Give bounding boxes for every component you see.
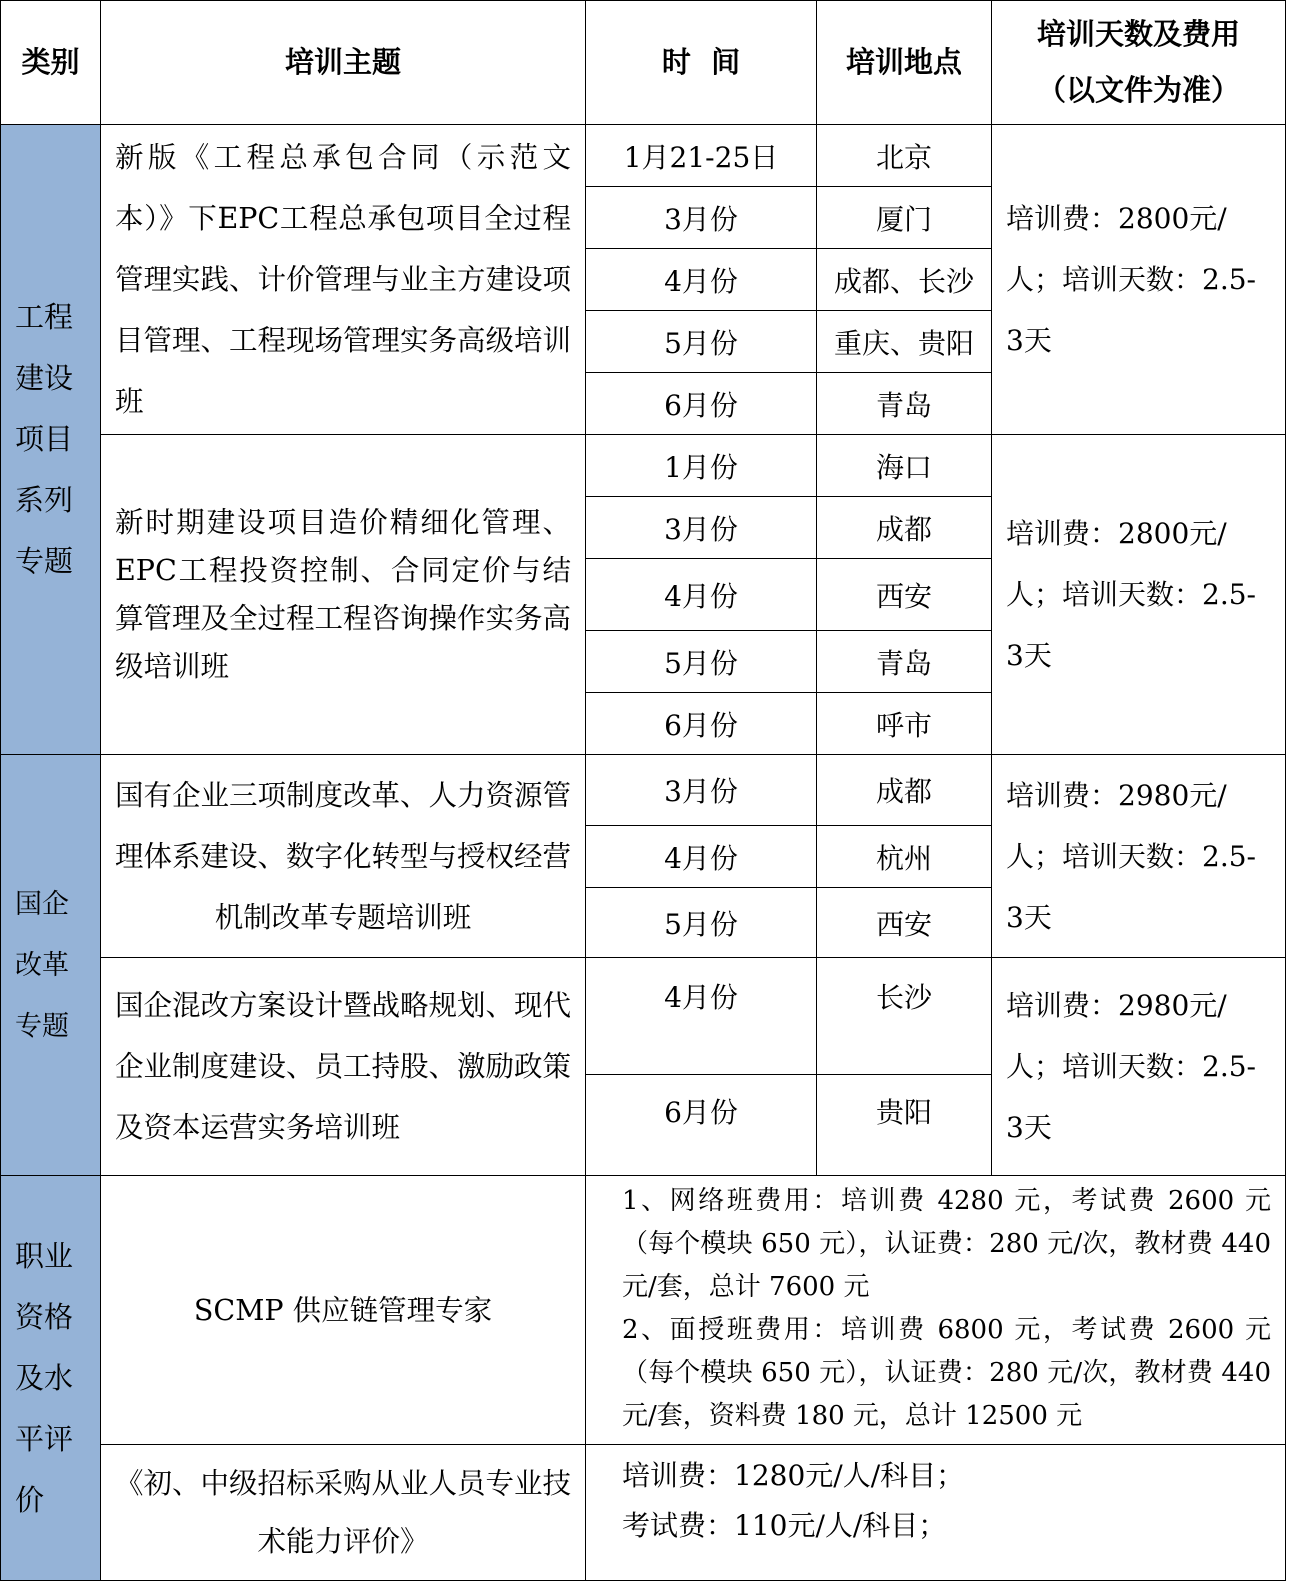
header-time: 时 间 (586, 1, 817, 125)
table-row (1, 1445, 1286, 1581)
header-topic: 培训主题 (101, 1, 586, 125)
session-time: 4月份 (586, 826, 817, 888)
course-fee (586, 1445, 1286, 1581)
table-row (1, 125, 1286, 187)
session-time: 4月份 (586, 249, 817, 311)
category-professional: 职业资格及水平评价 (1, 1176, 101, 1581)
table-row (1, 755, 1286, 826)
fee-training: 培训费：1280元/人/科目； (622, 1459, 965, 1492)
course-topic: 国有企业三项制度改革、人力资源管理体系建设、数字化转型与授权经营机制改革专题培训班 (101, 755, 586, 958)
fee-exam: 考试费：110元/人/科目； (622, 1509, 947, 1542)
session-time: 3月份 (586, 755, 817, 826)
course-fee: 培训费：2980元/人；培训天数：2.5-3天 (992, 755, 1286, 958)
session-location: 杭州 (817, 826, 992, 888)
course-fee: 培训费：2800元/人；培训天数：2.5-3天 (992, 435, 1286, 755)
session-location: 贵阳 (817, 1075, 992, 1176)
session-location: 西安 (817, 559, 992, 631)
table-row (1, 435, 1286, 497)
session-time: 5月份 (586, 311, 817, 373)
session-location: 呼市 (817, 693, 992, 755)
header-location: 培训地点 (817, 1, 992, 125)
session-time: 3月份 (586, 187, 817, 249)
header-fee (992, 1, 1286, 125)
session-location: 重庆、贵阳 (817, 311, 992, 373)
course-fee: 培训费：2800元/人；培训天数：2.5-3天 (992, 125, 1286, 435)
course-topic: 《初、中级招标采购从业人员专业技术能力评价》 (101, 1445, 586, 1581)
fee-offline: 2、面授班费用：培训费 6800 元，考试费 2600 元（每个模块 650 元），认证费：280 元/次，教材费 440 元/套，资料费 180 元，总计 12500 元 (622, 1315, 1271, 1431)
fee-online: 1、网络班费用：培训费 4280 元，考试费 2600 元（每个模块 650 元），认证费：280 元/次，教材费 440 元/套，总计 7600 元 (622, 1186, 1271, 1302)
table-row (1, 958, 1286, 1075)
session-location: 海口 (817, 435, 992, 497)
header-row (1, 1, 1286, 125)
session-location: 成都 (817, 755, 992, 826)
category-soe: 国企改革专题 (1, 755, 101, 1176)
course-fee: 培训费：2980元/人；培训天数：2.5-3天 (992, 958, 1286, 1176)
table-row (1, 1176, 1286, 1445)
header-category: 类别 (1, 1, 101, 125)
session-time: 4月份 (586, 559, 817, 631)
session-location: 成都、长沙 (817, 249, 992, 311)
session-time: 6月份 (586, 1075, 817, 1176)
course-topic: 新版《工程总承包合同（示范文本）》下EPC工程总承包项目全过程管理实践、计价管理与业主方建设项目管理、工程现场管理实务高级培训班 (101, 125, 586, 435)
session-location: 厦门 (817, 187, 992, 249)
session-time: 1月份 (586, 435, 817, 497)
course-fee (586, 1176, 1286, 1445)
session-time: 1月21-25日 (586, 125, 817, 187)
session-time: 3月份 (586, 497, 817, 559)
session-location: 西安 (817, 888, 992, 958)
header-fee-line1: 培训天数及费用 (1036, 17, 1240, 52)
session-location: 青岛 (817, 373, 992, 435)
session-location: 成都 (817, 497, 992, 559)
course-topic: SCMP 供应链管理专家 (101, 1176, 586, 1445)
course-topic: 新时期建设项目造价精细化管理、EPC工程投资控制、合同定价与结算管理及全过程工程咨询操作实务高级培训班 (101, 435, 586, 755)
course-topic: 国企混改方案设计暨战略规划、现代企业制度建设、员工持股、激励政策及资本运营实务培训班 (101, 958, 586, 1176)
session-time: 5月份 (586, 631, 817, 693)
session-location: 北京 (817, 125, 992, 187)
session-time: 6月份 (586, 373, 817, 435)
session-location: 青岛 (817, 631, 992, 693)
session-time: 5月份 (586, 888, 817, 958)
header-fee-line2: （以文件为准） (1036, 72, 1240, 107)
session-location: 长沙 (817, 958, 992, 1075)
session-time: 6月份 (586, 693, 817, 755)
session-time: 4月份 (586, 958, 817, 1075)
category-engineering: 工程建设项目系列专题 (1, 125, 101, 755)
